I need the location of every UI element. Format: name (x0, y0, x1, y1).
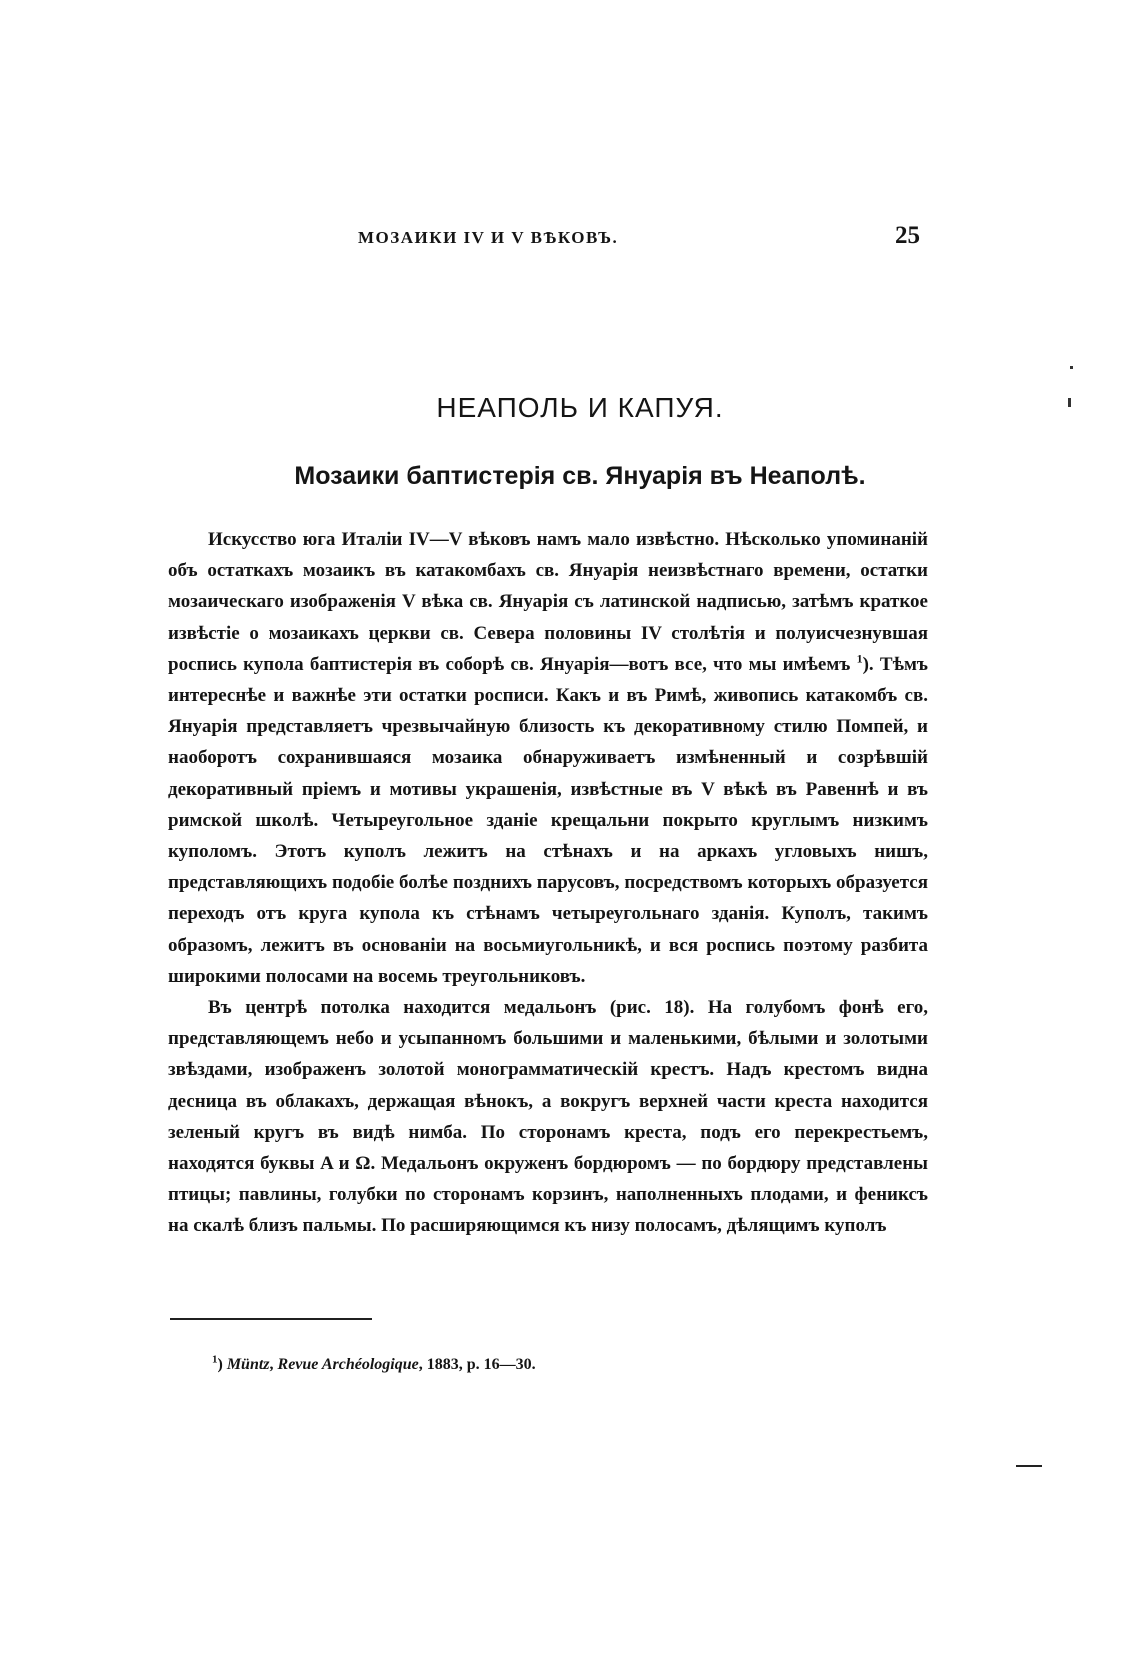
footnote-bracket: ) (217, 1356, 223, 1373)
paragraph-1-continuation: ). Тѣмъ интереснѣе и важнѣе эти остатки росписи. Какъ и въ Римѣ, живопись катакомбъ св. Януарія представляетъ чрезвычайную близость къ декоративному стилю Помпей, и наоборотъ сохранившаяся мозаика обнаруживаетъ измѣненный и созрѣвшій декоративный пріемъ и мотивы украшенія, извѣстные въ V вѣкѣ въ Равеннѣ и въ римской школѣ. Четыреугольное зданіе крещальни покрыто круглымъ низкимъ куполомъ. Этотъ куполъ лежитъ на стѣнахъ и на аркахъ угловыхъ нишъ, представляющихъ подобіе болѣе позднихъ парусовъ, посредствомъ которыхъ образуется переходъ отъ круга купола къ стѣнамъ четыреугольнаго зданія. Куполъ, такимъ образомъ, лежитъ въ основаніи на восьмиугольникѣ, и вся роспись поэтому разбита широкими полосами на восемь треугольниковъ. (168, 653, 929, 987)
footnote-separator: , (269, 1356, 278, 1373)
scan-mark (1068, 398, 1071, 407)
scan-mark (1016, 1465, 1042, 1467)
body-text (168, 524, 928, 1242)
scan-mark (1070, 366, 1073, 369)
footnote-journal: Revue Archéologique (277, 1356, 419, 1373)
footnote-author: Müntz (226, 1356, 270, 1373)
footnote-citation: , 1883, p. 16—30. (418, 1356, 536, 1373)
paragraph-1 (168, 524, 928, 992)
footnote (212, 1353, 536, 1374)
footnote-rule (170, 1318, 372, 1320)
footnote-ref[interactable]: 1 (856, 651, 863, 666)
paragraph-1-text: Искусство юга Италіи IV—V вѣковъ намъ мало извѣстно. Нѣсколько упоминаній объ остаткахъ мозаикъ въ катакомбахъ св. Януарія неизвѣстнаго времени, остатки мозаическаго изображенія V вѣка св. Януарія съ латинской надписью, затѣмъ краткое извѣстіе о мозаикахъ церкви св. Севера половины IV столѣтія и полуисчезнувшая роспись купола баптистерія въ соборѣ св. Януарія—вотъ все, что мы имѣемъ (168, 529, 928, 675)
paragraph-2: Въ центрѣ потолка находится медальонъ (рис. 18). На голубомъ фонѣ его, представляющемъ небо и усыпанномъ большими и маленькими, бѣлыми и золотыми звѣздами, изображенъ золотой монограмматическій крестъ. Надъ крестомъ видна десница въ облакахъ, держащая вѣнокъ, а вокругъ верхней части креста находится зеленый кругъ въ видѣ нимба. По сторонамъ креста, подъ его перекрестьемъ, находятся буквы Α и Ω. Медальонъ окруженъ бордюромъ — по бордюру представлены птицы; павлины, голубки по сторонамъ корзинъ, наполненныхъ плодами, и фениксъ на скалѣ близъ пальмы. По расширяющимся къ низу полосамъ, дѣлящимъ куполъ (168, 997, 928, 1237)
page-number: 25 (895, 222, 920, 249)
running-head (210, 222, 920, 250)
running-title: МОЗАИКИ IV И V ВѢКОВЪ. (358, 228, 619, 247)
section-title: НЕАПОЛЬ И КАПУЯ. (436, 392, 724, 423)
subsection-title: Мозаики баптистерія св. Януарія въ Неаполѣ. (294, 462, 866, 490)
footnote-number: 1 (212, 1353, 218, 1366)
